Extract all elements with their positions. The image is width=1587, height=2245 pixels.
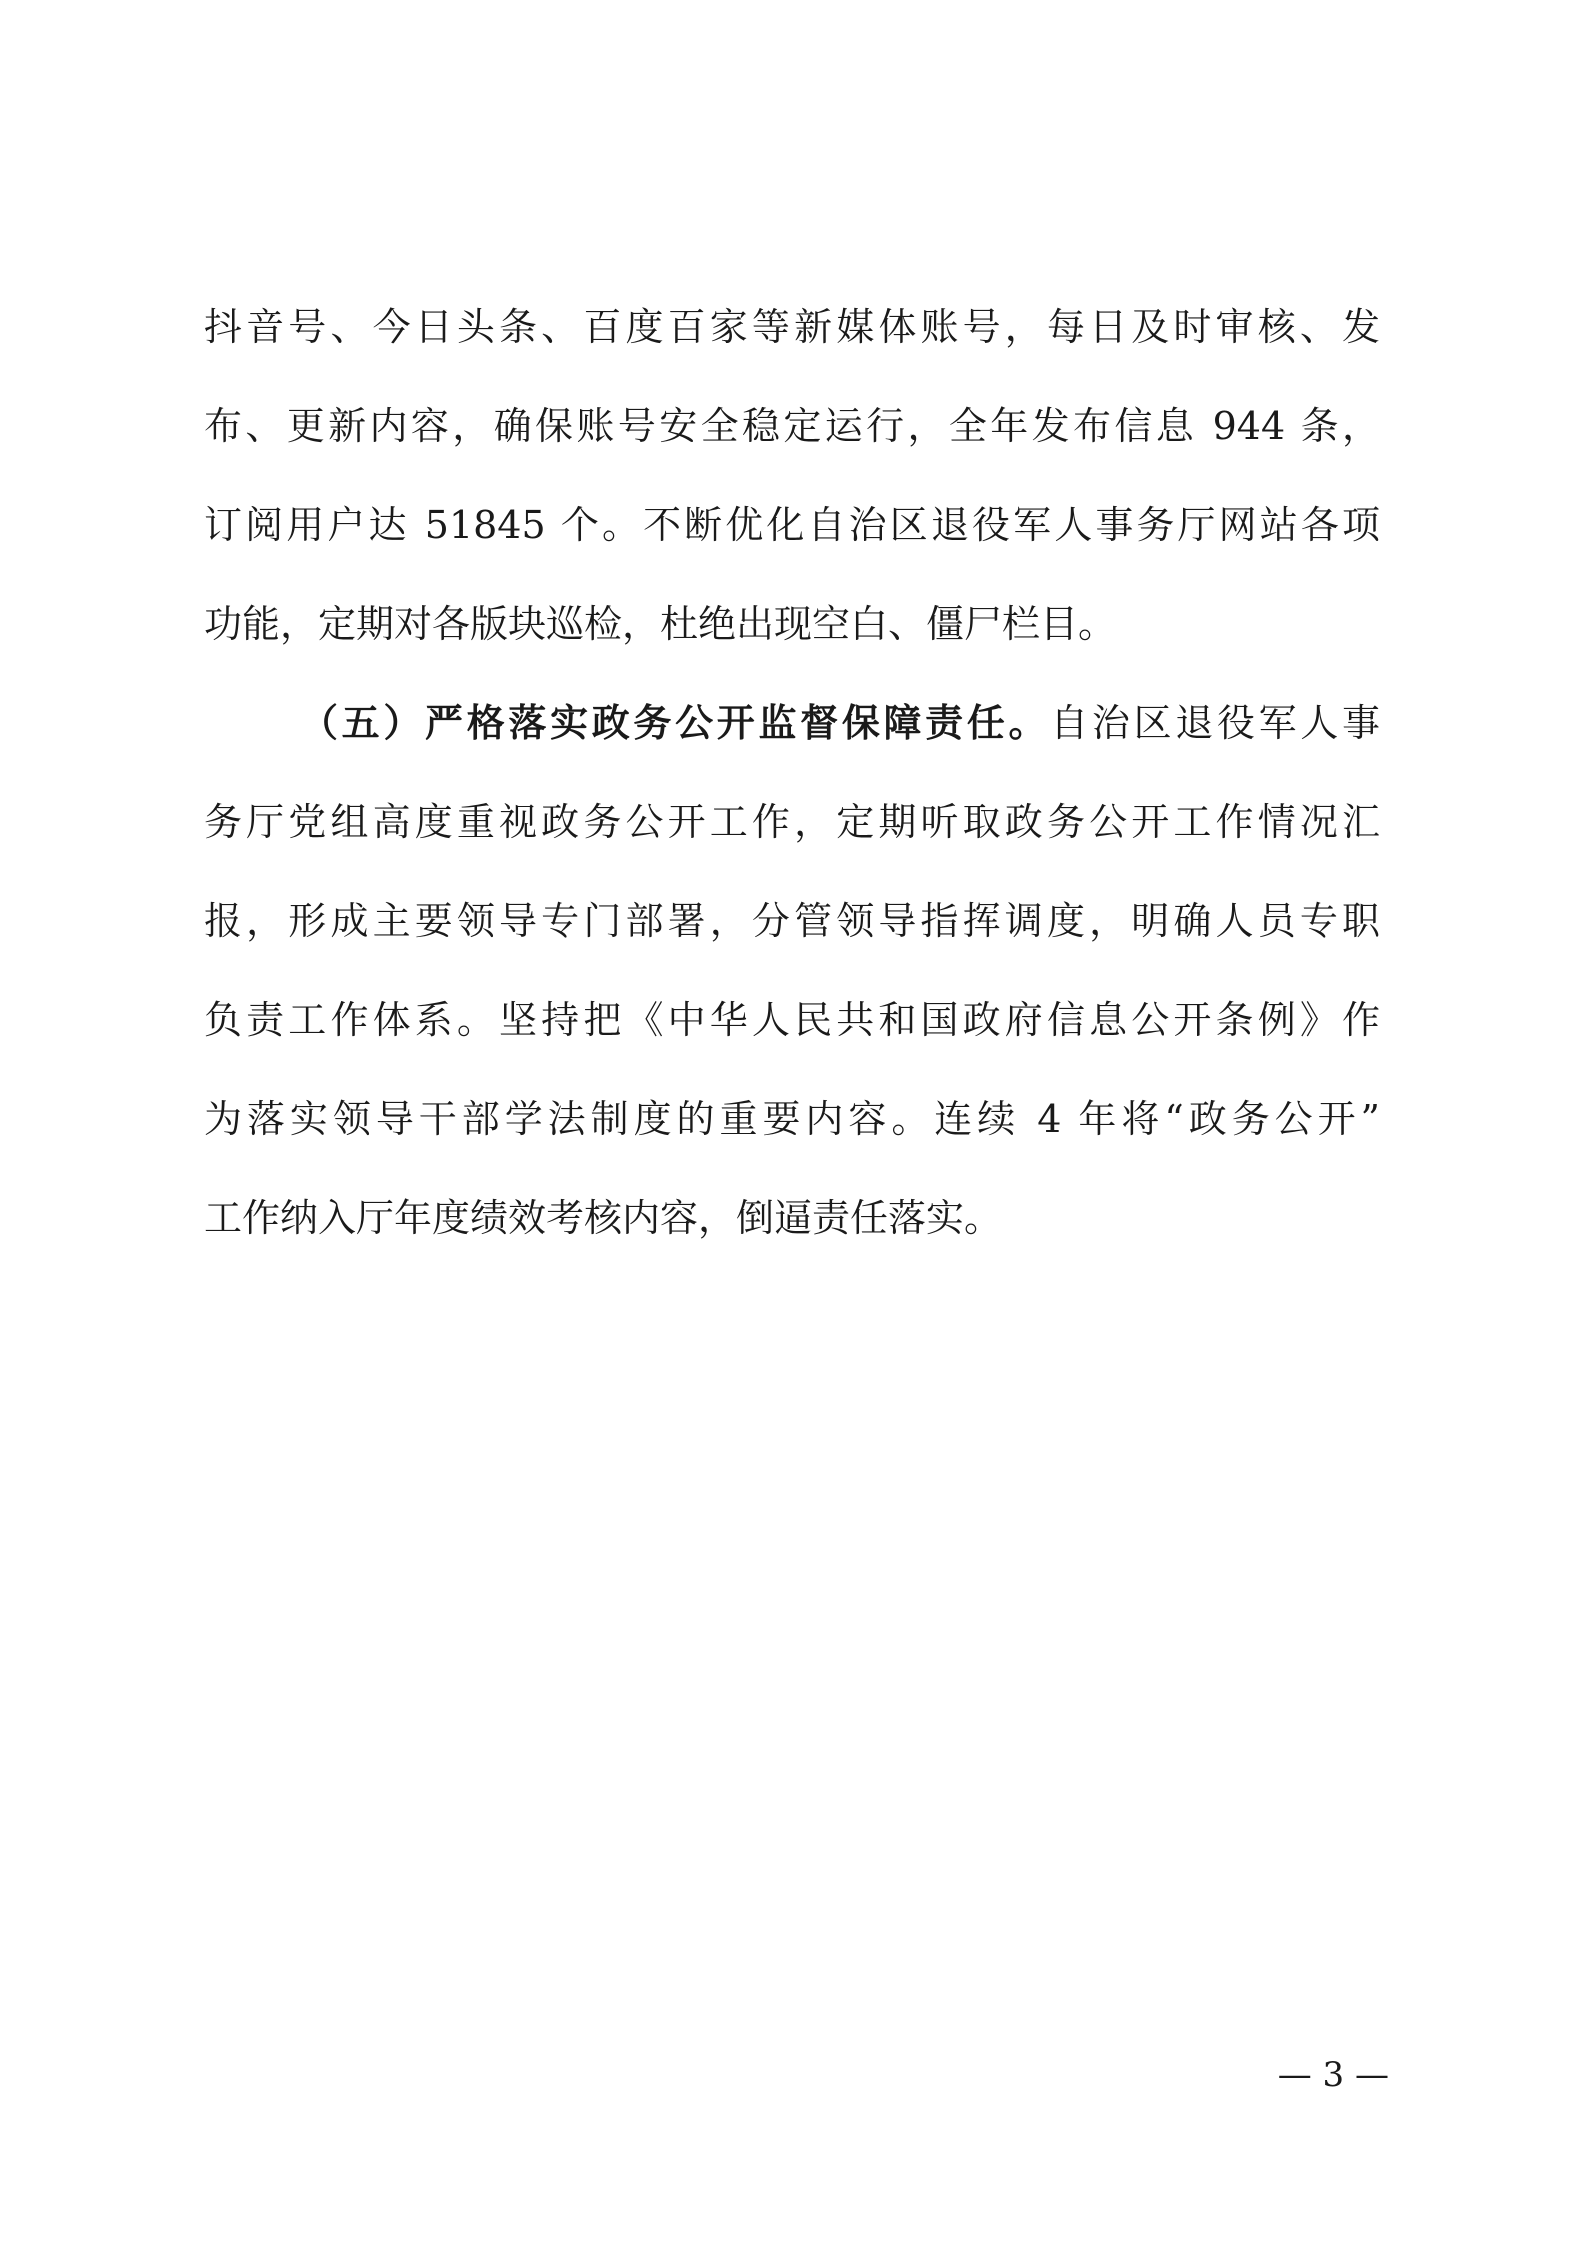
text-line: 订阅用户达 51845 个。不断优化自治区退役军人事务厅网站各项: [204, 503, 1380, 547]
section-heading: （五）严格落实政务公开监督保障责任。: [300, 700, 1051, 745]
text-line: 负责工作体系。坚持把《中华人民共和国政府信息公开条例》作: [204, 998, 1380, 1042]
text-line: 务厅党组高度重视政务公开工作，定期听取政务公开工作情况汇: [204, 800, 1380, 844]
text-line: 报，形成主要领导专门部署，分管领导指挥调度，明确人员专职: [204, 899, 1380, 943]
paragraph-first-line: [204, 696, 1380, 750]
text-line: 布、更新内容，确保账号安全稳定运行，全年发布信息 944 条，: [204, 404, 1380, 448]
text-line: 工作纳入厅年度绩效考核内容，倒逼责任落实。: [204, 1196, 1003, 1240]
document-body: [204, 300, 1380, 1290]
page-number: — 3 —: [1277, 2055, 1389, 2095]
text-line: 为落实领导干部学法制度的重要内容。连续 4 年将“政务公开”: [204, 1097, 1380, 1141]
text-run: 自治区退役军人事: [1050, 701, 1380, 745]
text-line: 抖音号、今日头条、百度百家等新媒体账号，每日及时审核、发: [204, 305, 1380, 349]
paragraph-supervision: [204, 696, 1380, 1245]
paragraph-new-media: [204, 300, 1380, 651]
text-line: 功能，定期对各版块巡检，杜绝出现空白、僵尸栏目。: [204, 602, 1117, 646]
